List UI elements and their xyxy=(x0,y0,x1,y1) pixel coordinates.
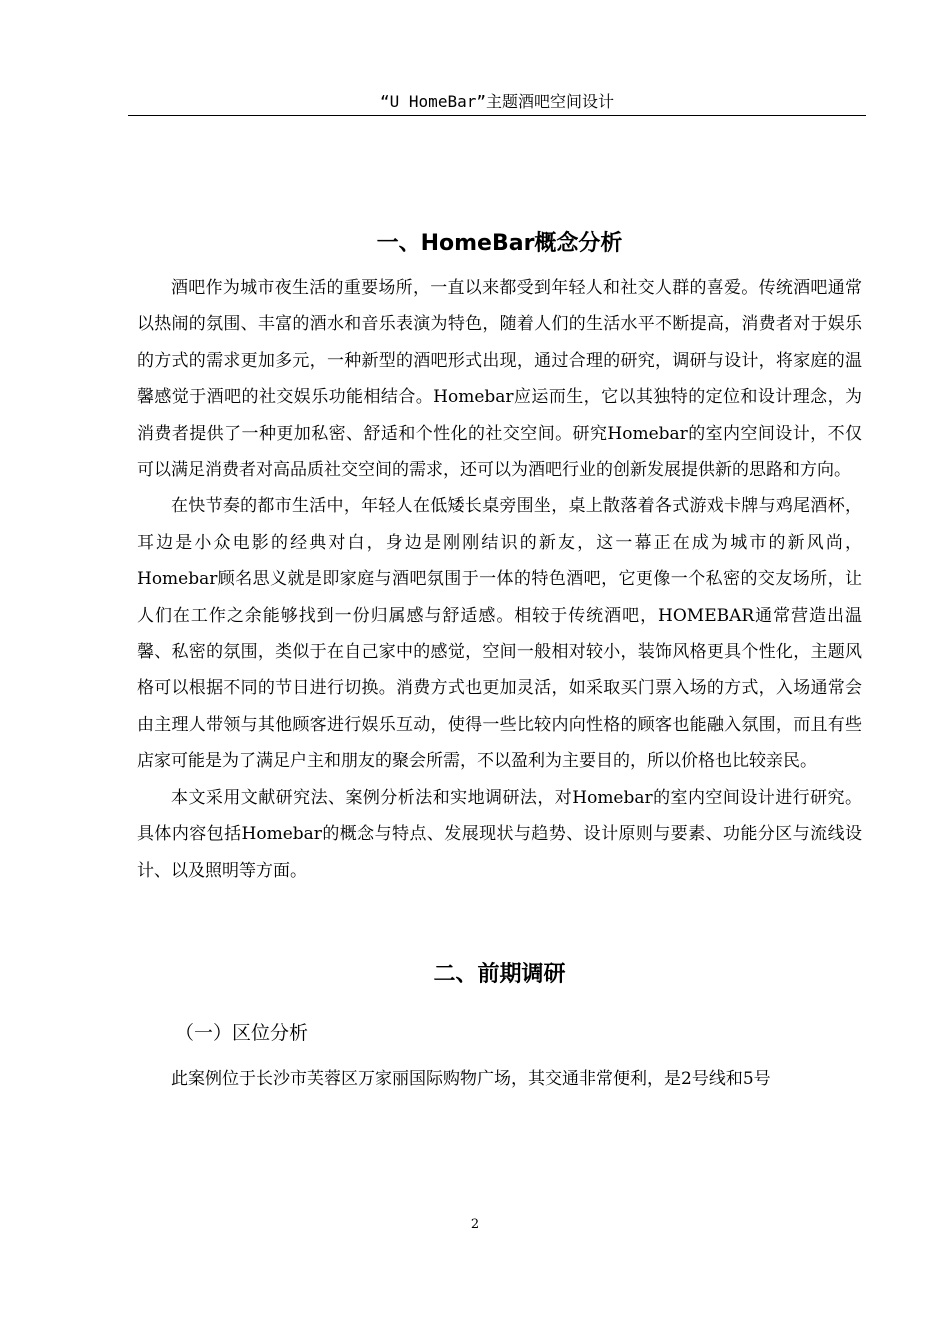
section-1-heading: 一、HomeBar概念分析 xyxy=(376,231,623,256)
page-number: 2 xyxy=(470,1217,480,1232)
section-2-heading: 二、前期调研 xyxy=(433,961,566,987)
section-1-paragraph-2: 在快节奏的都市生活中，年轻人在低矮长桌旁围坐，桌上散落着各式游戏卡牌与鸡尾酒杯，耳边是小众电影的经典对白，身边是刚刚结识的新友，这一幕正在成为城市的新风尚，Homebar顾名思义就是即家庭与酒吧氛围于一体的特色酒吧，它更像一个私密的交友场所，让人们在工作之余能够找到一份归属感与舒适感。相较于传统酒吧，HOMEBAR通常营造出温馨、私密的氛围，类似于在自己家中的感觉，空间一般相对较小，装饰风格更具个性化，主题风格可以根据不同的节日进行切换。消费方式也更加灵活，如采取买门票入场的方式，入场通常会由主理人带领与其他顾客进行娱乐互动，使得一些比较内向性格的顾客也能融入氛围，而且有些店家可能是为了满足户主和朋友的聚会所需，不以盈利为主要目的，所以价格也比较亲民。 xyxy=(137,496,862,772)
subsection-location-paragraph: 此案例位于长沙市芙蓉区万家丽国际购物广场，其交通非常便利，是2号线和5号 xyxy=(171,1068,771,1089)
subsection-location-heading: （一）区位分析 xyxy=(175,1021,309,1044)
section-1-paragraph-3: 本文采用文献研究法、案例分析法和实地调研法，对Homebar的室内空间设计进行研究。具体内容包括Homebar的概念与特点、发展现状与趋势、设计原则与要素、功能分区与流线设计、以及照明等方面。 xyxy=(137,787,862,881)
document-body xyxy=(137,224,862,1097)
running-header: “U HomeBar”主题酒吧空间设计 xyxy=(128,92,866,116)
section-1-paragraph-1: 酒吧作为城市夜生活的重要场所，一直以来都受到年轻人和社交人群的喜爱。传统酒吧通常以热闹的氛围、丰富的酒水和音乐表演为特色，随着人们的生活水平不断提高，消费者对于娱乐的方式的需求更加多元，一种新型的酒吧形式出现，通过合理的研究，调研与设计，将家庭的温馨感觉于酒吧的社交娱乐功能相结合。Homebar应运而生，它以其独特的定位和设计理念，为消费者提供了一种更加私密、舒适和个性化的社交空间。研究Homebar的室内空间设计，不仅可以满足消费者对高品质社交空间的需求，还可以为酒吧行业的创新发展提供新的思路和方向。 xyxy=(137,278,862,481)
